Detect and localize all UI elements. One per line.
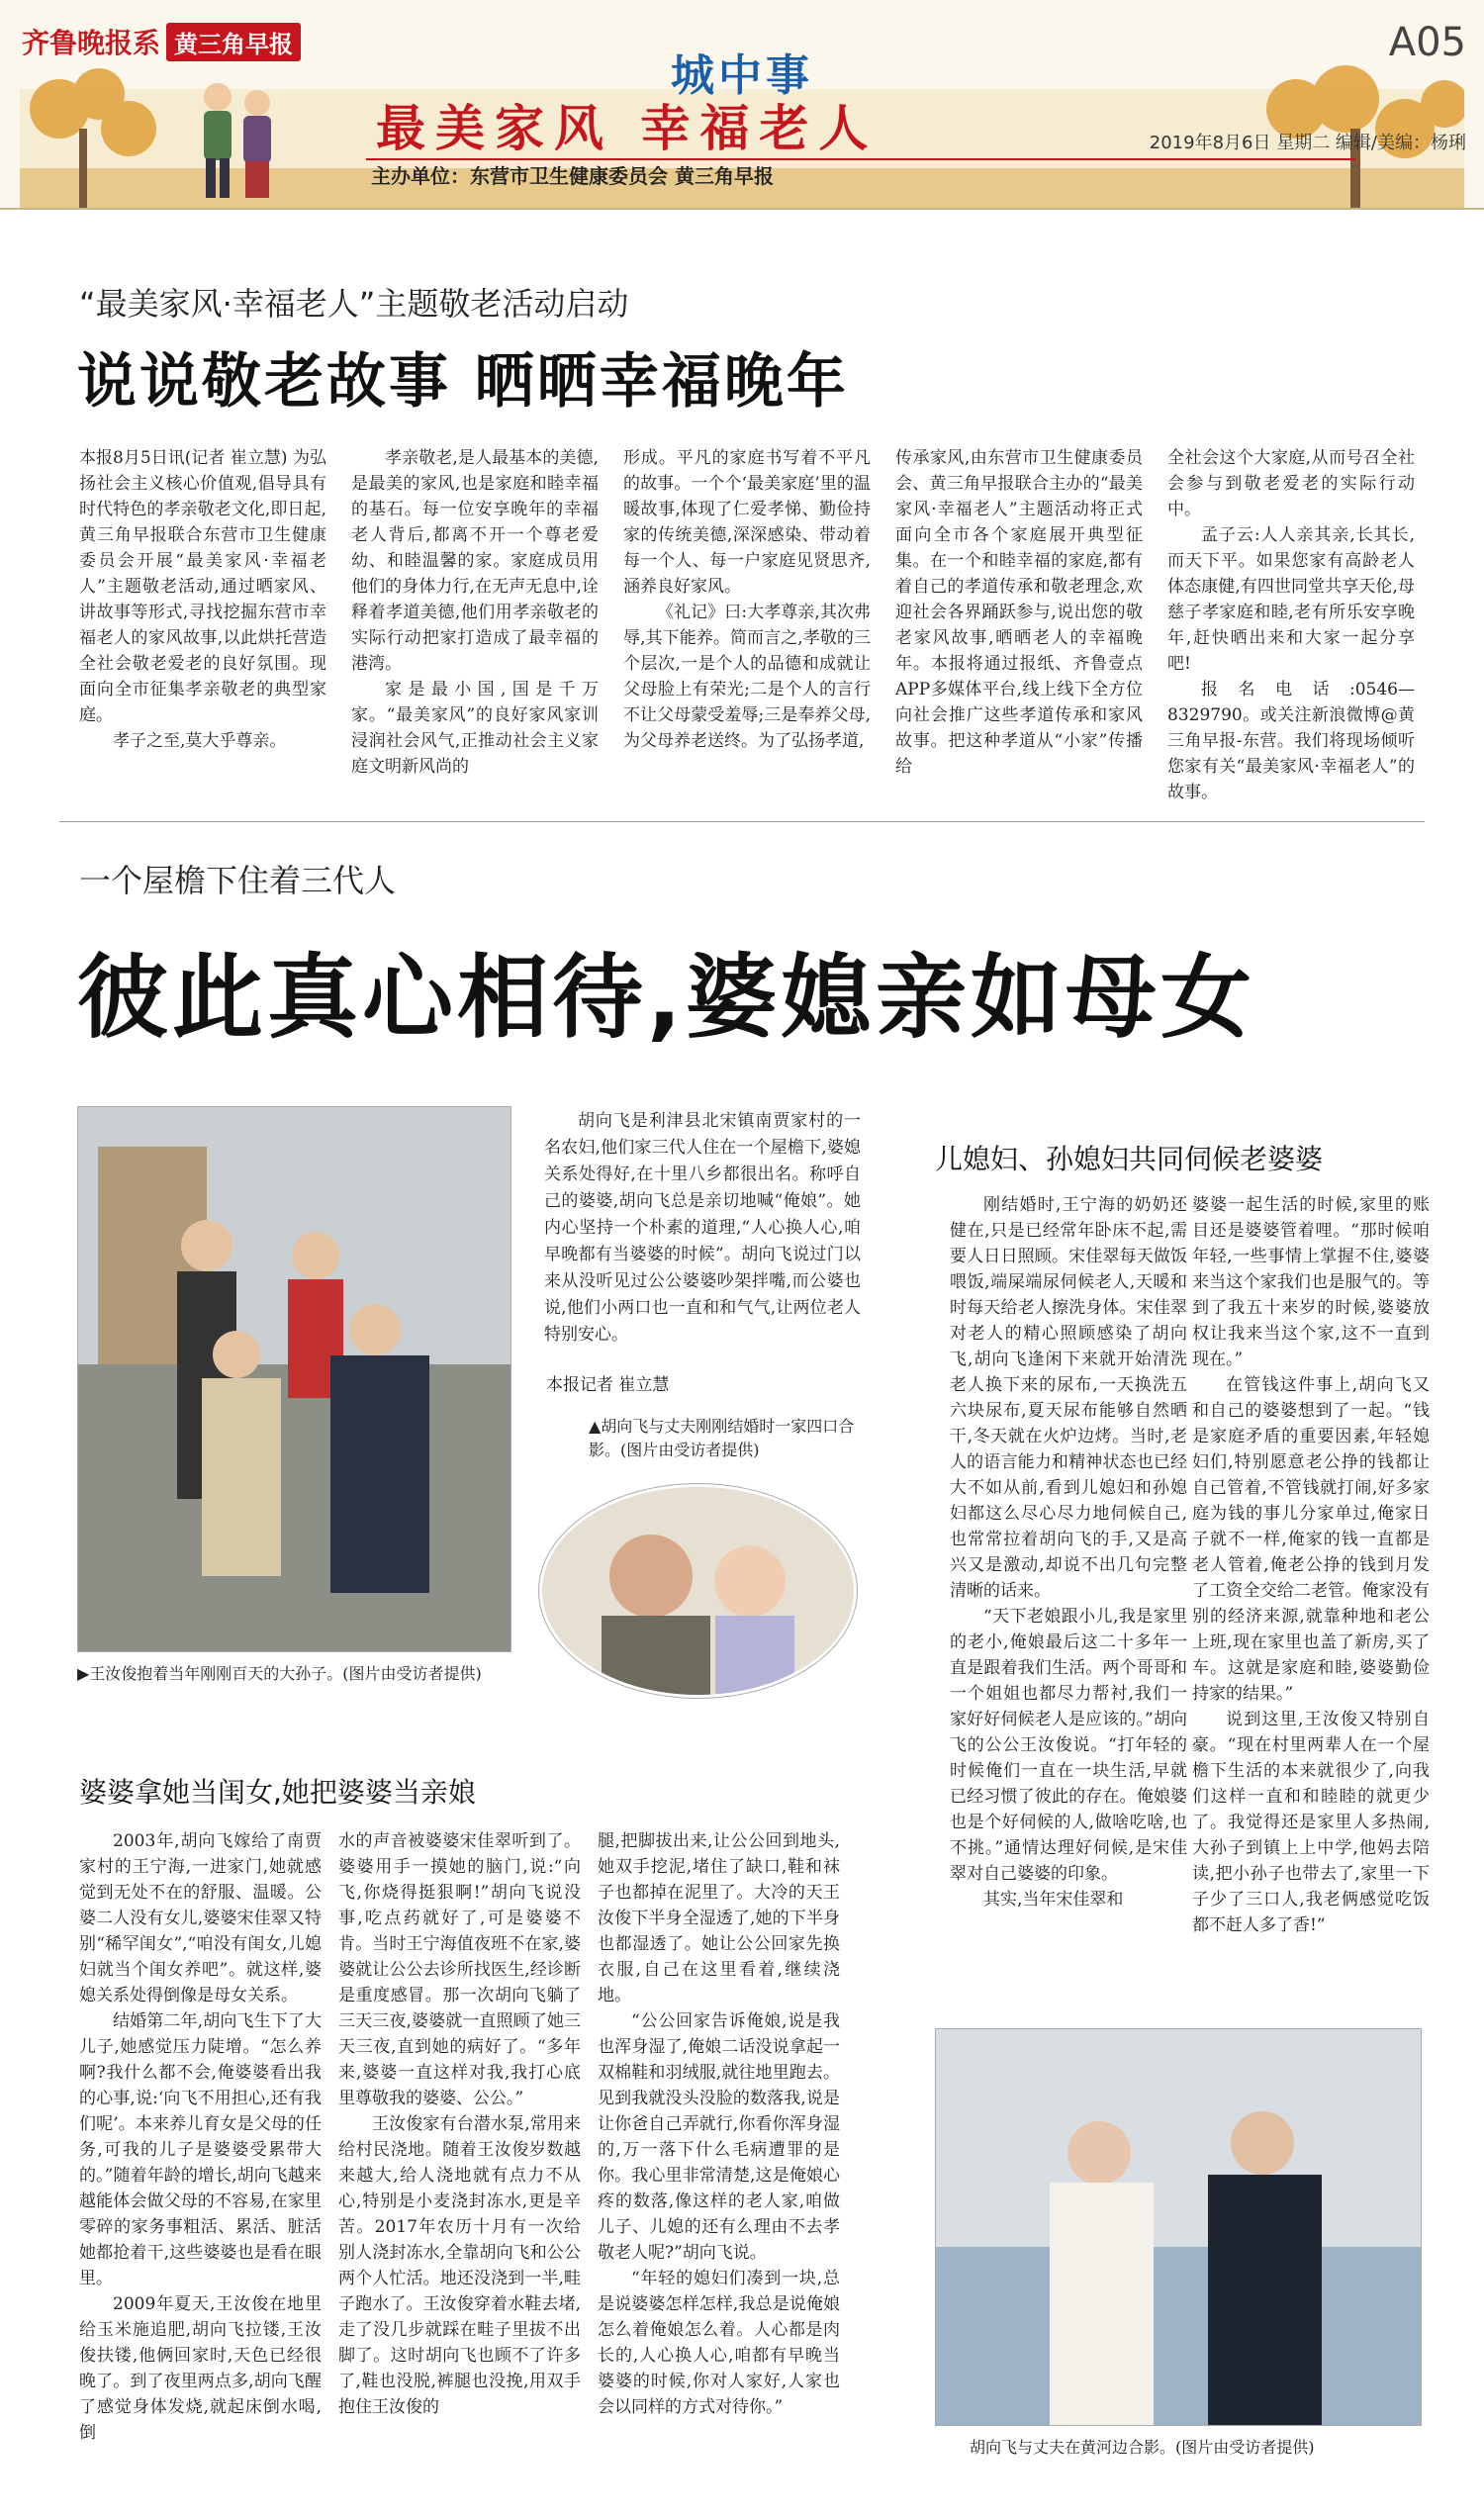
article1-column (895, 445, 1143, 780)
article2-kicker: 一个屋檐下住着三代人 (79, 862, 397, 899)
article1-column (79, 445, 326, 754)
dateline: 2019年8月6日 星期二 编辑/美编：杨琍 (1149, 133, 1466, 153)
section2-paragraph: 说到这里,王汝俊又特别自豪。“现在村里两辈人在一个屋檐下生活的本来就很少了,向我们这样一直和和睦睦的就更少了。我觉得还是家里人多热闹,大孙子到镇上上中学,他妈去陪读,把小孙子也带去了,家里一下子少了三口人,我老俩感觉吃饭都不赶人多了香!” (1192, 1710, 1430, 1935)
article1-paragraph: 全社会这个大家庭,从而号召全社会参与到敬老爱老的实际行动中。 (1167, 448, 1415, 519)
masthead-slogan: 最美家风 幸福老人 (376, 99, 879, 157)
article1-paragraph: 本报8月5日讯(记者 崔立慧) 为弘扬社会主义核心价值观,倡导具有时代特色的孝亲敬老文化,即日起,黄三角早报联合东营市卫生健康委员会开展“最美家风·幸福老人”主题敬老活动,通过晒家风、讲故事等形式,寻找挖掘东营市幸福老人的家风故事,以此烘托营造全社会敬老爱老的良好氛围。现面向全市征集孝亲敬老的典型家庭。 (79, 448, 326, 725)
section-divider (59, 821, 1425, 822)
article1-column (1167, 445, 1415, 805)
brand-name: 齐鲁晚报系 (22, 27, 161, 59)
section1-column (79, 1828, 322, 2446)
section1-paragraph: 腿,把脚拔出来,让公公回到地头,她双手挖泥,堵住了缺口,鞋和袜子也都掉在泥里了。大冷的天王汝俊下半身全湿透了,她的下半身也都湿透了。她让公公回家先换衣服,自己在这里看着,继续浇地。 (598, 1831, 840, 2005)
article1-paragraph: 家是最小国,国是千万家。“最美家风”的良好家风家训浸润社会风气,正推动社会主义家庭文明新风尚的 (351, 680, 599, 777)
article2-lead (544, 1108, 861, 1349)
section1-title: 婆婆拿她当闺女,她把婆婆当亲娘 (79, 1776, 476, 1809)
section2-column (1192, 1192, 1430, 1938)
masthead (0, 0, 1484, 210)
section2-title: 儿媳妇、孙媳妇共同伺候老婆婆 (935, 1143, 1324, 1175)
caption-family-photo: ▲胡向飞与丈夫刚刚结婚时一家四口合影。(图片由受访者提供) (589, 1417, 855, 1459)
article1-paragraph: 形成。平凡的家庭书写着不平凡的故事。一个个‘最美家庭’里的温暖故事,体现了仁爱孝悌、勤俭持家的传统美德,深深感染、带动着每一个人、每一户家庭见贤思齐,涵养良好家风。 (623, 448, 871, 597)
page-number: A05 (1388, 20, 1466, 65)
section1-paragraph: 2003年,胡向飞嫁给了南贾家村的王宁海,一进家门,她就感觉到无处不在的舒服、温暖。公婆二人没有女儿,婆婆宋佳翠又特别“稀罕闺女”,“咱没有闺女,儿媳妇就当个闺女养吧”。就这样,婆媳关系处得倒像是母女关系。 (79, 1831, 322, 2005)
caption-couple-photo: 胡向飞与丈夫在黄河边合影。(图片由受访者提供) (970, 2438, 1315, 2457)
section2-paragraph: 其实,当年宋佳翠和 (983, 1890, 1124, 1910)
article1-paragraph: 孝亲敬老,是人最基本的美德,是最美的家风,也是家庭和睦幸福的基石。每一位安享晚年的幸福老人背后,都离不开一个尊老爱幼、和睦温馨的家。家庭成员用他们的身体力行,在无声无息中,诠释着孝道美德,他们用孝亲敬老的实际行动把家打造成了最幸福的港湾。 (351, 448, 599, 674)
section1-paragraph: 2009年夏天,王汝俊在地里给玉米施追肥,胡向飞拉镂,王汝俊扶镂,他俩回家时,天色已经很晚了。到了夜里两点多,胡向飞醒了感觉身体发烧,就起床倒水喝,倒 (79, 2294, 322, 2443)
section1-paragraph: “年轻的媳妇们凑到一块,总是说婆婆怎样怎样,我总是说俺娘怎么着俺娘怎么着。人心都是肉长的,人心换人心,咱都有早晚当婆婆的时候,你对人家好,人家也会以同样的方式对待你。” (598, 2269, 840, 2417)
article1-body (79, 445, 1415, 802)
section2-paragraph: 刚结婚时,王宁海的奶奶还健在,只是已经常年卧床不起,需要人日日照顾。宋佳翠每天做饭喂饭,端屎端尿伺候老人,天暖和时每天给老人擦洗身体。宋佳翠对老人的精心照顾感染了胡向飞,胡向飞逢闲下来就开始清洗老人换下来的尿布,一天换洗五六块尿布,夏天尿布能够自然晒干,冬天就在火炉边烤。当时,老人的语言能力和精神状态也已经大不如从前,看到儿媳妇和孙媳妇都这么尽心尽力地伺候自己,也常常拉着胡向飞的手,又是高兴又是激动,却说不出几句完整清晰的话来。 (950, 1195, 1187, 1601)
section2-paragraph: 在管钱这件事上,胡向飞又和自己的婆婆想到了一起。“钱是家庭矛盾的重要因素,年轻媳妇们,特别愿意老公挣的钱都让自己管着,不管钱就打闹,好多家庭为钱的事儿分家单过,俺家日子就不一样,俺家的钱一直都是老人管着,俺老公挣的钱到月发了工资全交给二老管。俺家没有别的经济来源,就靠种地和老公上班,现在家里也盖了新房,买了车。这就是家庭和睦,婆婆勤俭持家的结果。” (1192, 1375, 1430, 1704)
brand-badge: 黄三角早报 (166, 23, 301, 61)
article1-paragraph: 报名电话:0546—8329790。或关注新浪微博@黄三角早报-东营。我们将现场倾听您家有关“最美家风·幸福老人”的故事。 (1167, 680, 1415, 802)
section2-paragraph: 婆婆一起生活的时候,家里的账目还是婆婆管着哩。“那时候咱年轻,一些事情上掌握不住,婆婆来当这个家我们也是服气的。等到了我五十来岁的时候,婆婆放权让我来当这个家,这不一直到现在。” (1192, 1195, 1430, 1369)
lead-paragraph: 胡向飞是利津县北宋镇南贾家村的一名农妇,他们家三代人住在一个屋檐下,婆媳关系处得好,在十里八乡都很出名。称呼自己的婆婆,胡向飞总是亲切地喊“俺娘”。她内心坚持一个朴素的道理,“人心换人心,咱早晚都有当婆婆的时候”。胡向飞说过门以来从没听见过公公婆婆吵架拌嘴,而公婆也说,他们小两口也一直和和气气,让两位老人特别安心。 (544, 1111, 861, 1345)
section1-column (338, 1828, 581, 2420)
article1-paragraph: 孟子云:人人亲其亲,长其长,而天下平。如果您家有高龄老人体态康健,有四世同堂共享天伦,母慈子孝家庭和睦,老有所乐安享晚年,赶快晒出来和大家一起分享吧! (1167, 525, 1415, 674)
article2-headline: 彼此真心相待,婆媳亲如母女 (77, 945, 1255, 1051)
article1-column (623, 445, 871, 754)
baby-photo-image (542, 1487, 854, 1695)
article2-byline: 本报记者 崔立慧 (546, 1375, 670, 1395)
section1-paragraph: “公公回家告诉俺娘,说是我也浑身湿了,俺娘二话没说拿起一双棉鞋和羽绒服,就往地里跑去。见到我就没头没脸的数落我,说是让你爸自己弄就行,你看你浑身湿的,万一落下什么毛病遭罪的是你。我心里非常清楚,这是俺娘心疼的数落,像这样的老人家,咱做儿子、儿媳的还有么理由不去孝敬老人呢?”胡向飞说。 (598, 2011, 840, 2263)
article1-column (351, 445, 599, 780)
sponsor-line: 主办单位：东营市卫生健康委员会 黄三角早报 (371, 164, 774, 188)
article1-kicker: “最美家风·幸福老人”主题敬老活动启动 (79, 285, 629, 323)
article1-headline: 说说敬老故事 晒晒幸福晚年 (77, 347, 849, 417)
family-photo-image (78, 1107, 510, 1651)
section2-paragraph: “天下老娘跟小儿,我是家里的老小,俺娘最后这二十多年一直是跟着我们生活。两个哥哥和一个姐姐也都尽力帮衬,我们一家好好伺候老人是应该的。”胡向飞的公公王汝俊说。“打年轻的时候俺们一直在一块生活,早就已经习惯了彼此的存在。俺娘婆也是个好伺候的人,做啥吃啥,也不挑。”通情达理好伺候,是宋佳翠对自己婆婆的印象。 (950, 1607, 1187, 1884)
section1-paragraph: 王汝俊家有台潜水泵,常用来给村民浇地。随着王汝俊岁数越来越大,给人浇地就有点力不从心,特别是小麦浇封冻水,更是辛苦。2017年农历十月有一次给别人浇封冻水,全靠胡向飞和公公两个人忙活。地还没浇到一半,畦子跑水了。王汝俊穿着水鞋去堵,走了没几步就踩在畦子里拔不出脚了。这时胡向飞也顾不了许多了,鞋也没脱,裤腿也没挽,用双手抱住王汝俊的 (338, 2114, 581, 2417)
article1-paragraph: 传承家风,由东营市卫生健康委员会、黄三角早报联合主办的“最美家风·幸福老人”主题活动将正式面向全市各个家庭展开典型征集。在一个和睦幸福的家庭,都有着自己的孝道传承和敬老理念,欢迎社会各界踊跃参与,说出您的敬老家风故事,晒晒老人的幸福晚年。本报将通过报纸、齐鲁壹点APP多媒体平台,线上线下全方位向社会推广这些孝道传承和家风故事。把这种孝道从“小家”传播给 (895, 448, 1143, 777)
section2-column (950, 1192, 1187, 1912)
couple-photo (935, 2028, 1422, 2426)
section1-paragraph: 水的声音被婆婆宋佳翠听到了。婆婆用手一摸她的脑门,说:“向飞,你烧得挺狠啊!”胡向飞说没事,吃点药就好了,可是婆婆不肯。当时王宁海值夜班不在家,婆婆就让公公去诊所找医生,经诊断是重度感冒。那一次胡向飞躺了三天三夜,婆婆就一直照顾了她三天三夜,直到她的病好了。“多年来,婆婆一直这样对我,我打心底里尊敬我的婆婆、公公。” (338, 1831, 581, 2108)
caption-baby-photo: ▶王汝俊抱着当年刚刚百天的大孙子。(图片由受访者提供) (77, 1664, 482, 1683)
article1-paragraph: 《礼记》曰:大孝尊亲,其次弗辱,其下能养。简而言之,孝敬的三个层次,一是个人的品德和成就让父母脸上有荣光;二是个人的言行不让父母蒙受羞辱;三是奉养父母,为父母养老送终。为了弘扬孝道, (623, 603, 871, 751)
article1-paragraph: 孝子之至,莫大乎尊亲。 (113, 731, 287, 751)
baby-photo (539, 1484, 857, 1698)
section1-paragraph: 结婚第二年,胡向飞生下了大儿子,她感觉压力陡增。“怎么养啊?我什么都不会,俺婆婆看出我的心事,说:‘向飞不用担心,还有我们呢’。本来养儿育女是父母的任务,可我的儿子是婆婆受累带大的。”随着年龄的增长,胡向飞越来越能体会做父母的不容易,在家里零碎的家务事粗活、累活、脏活她都抢着干,这些婆婆也是看在眼里。 (79, 2011, 322, 2288)
couple-photo-image (936, 2029, 1421, 2425)
family-photo (77, 1106, 511, 1652)
section-title: 城中事 (671, 50, 813, 101)
section1-column (598, 1828, 840, 2420)
